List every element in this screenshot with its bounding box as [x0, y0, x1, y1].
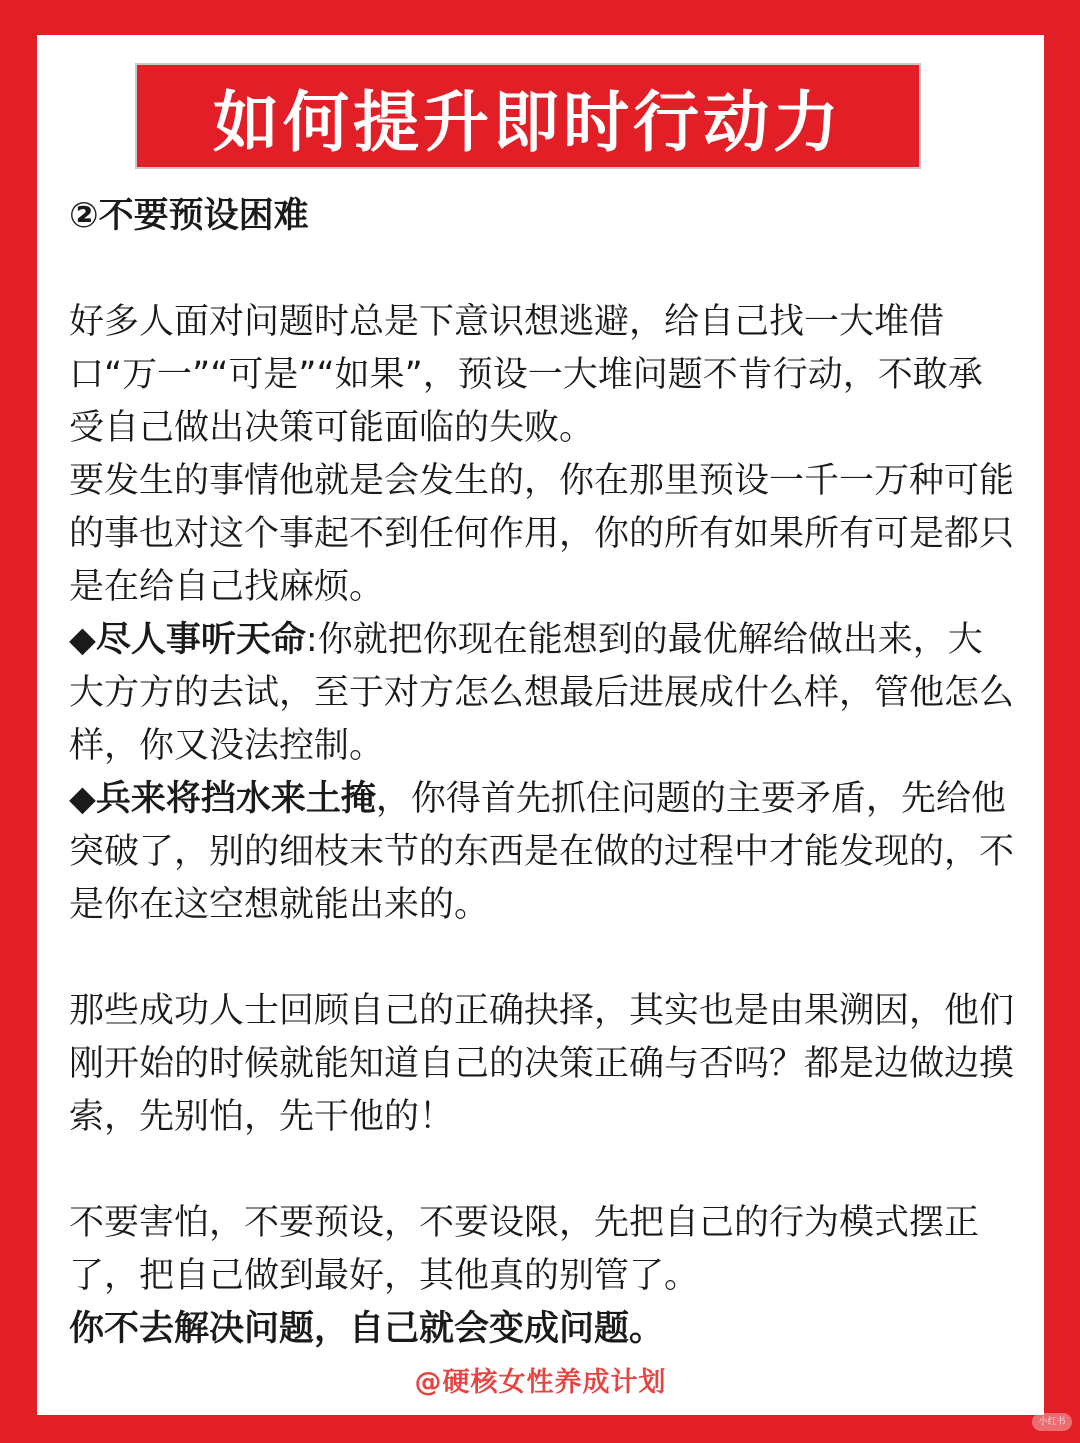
bullet-2-heading: ◆兵来将挡水来土掩	[69, 779, 376, 819]
paragraph-2: 要发生的事情他就是会发生的，你在那里预设一千一万种可能的事也对这个事起不到任何作用，你的所有如果所有可是都只是在给自己找麻烦。	[69, 461, 1015, 607]
bullet-1	[69, 614, 1015, 773]
closing-statement: 你不去解决问题，自己就会变成问题。	[69, 1309, 665, 1349]
section-heading: ②不要预设困难	[69, 196, 309, 236]
content-card	[37, 35, 1044, 1415]
title-banner	[137, 65, 919, 167]
watermark-logo: 小红书	[1032, 1413, 1072, 1431]
bullet-2	[69, 773, 1015, 932]
spacer	[69, 932, 1015, 985]
spacer	[69, 243, 1015, 296]
page-title: 如何提升即时行动力	[213, 83, 843, 161]
paragraph-1: 好多人面对问题时总是下意识想逃避，给自己找一大堆借口“万一”“可是”“如果”，预设一大堆问题不肯行动，不敢承受自己做出决策可能面临的失败。	[69, 302, 983, 448]
bullet-1-text: :你就把你现在能想到的最优解给做出来，大大方方的去试，至于对方怎么想最后进展成什么样，管他怎么样，你又没法控制。	[69, 620, 1015, 766]
author-handle: @硬核女性养成计划	[414, 1367, 667, 1398]
article-body	[69, 190, 1015, 1356]
bullet-2-text: ，你得首先抓住问题的主要矛盾，先给他突破了，别的细枝末节的东西是在做的过程中才能发现的，不是你在这空想就能出来的。	[69, 779, 1015, 925]
paragraph-3: 那些成功人士回顾自己的正确抉择，其实也是由果溯因，他们刚开始的时候就能知道自己的决策正确与否吗？都是边做边摸索，先别怕，先干他的！	[69, 991, 1015, 1137]
bullet-1-heading: ◆尽人事听天命	[69, 620, 306, 660]
paragraph-4: 不要害怕，不要预设，不要设限，先把自己的行为模式摆正了，把自己做到最好，其他真的别管了。	[69, 1203, 980, 1296]
spacer	[69, 1144, 1015, 1197]
